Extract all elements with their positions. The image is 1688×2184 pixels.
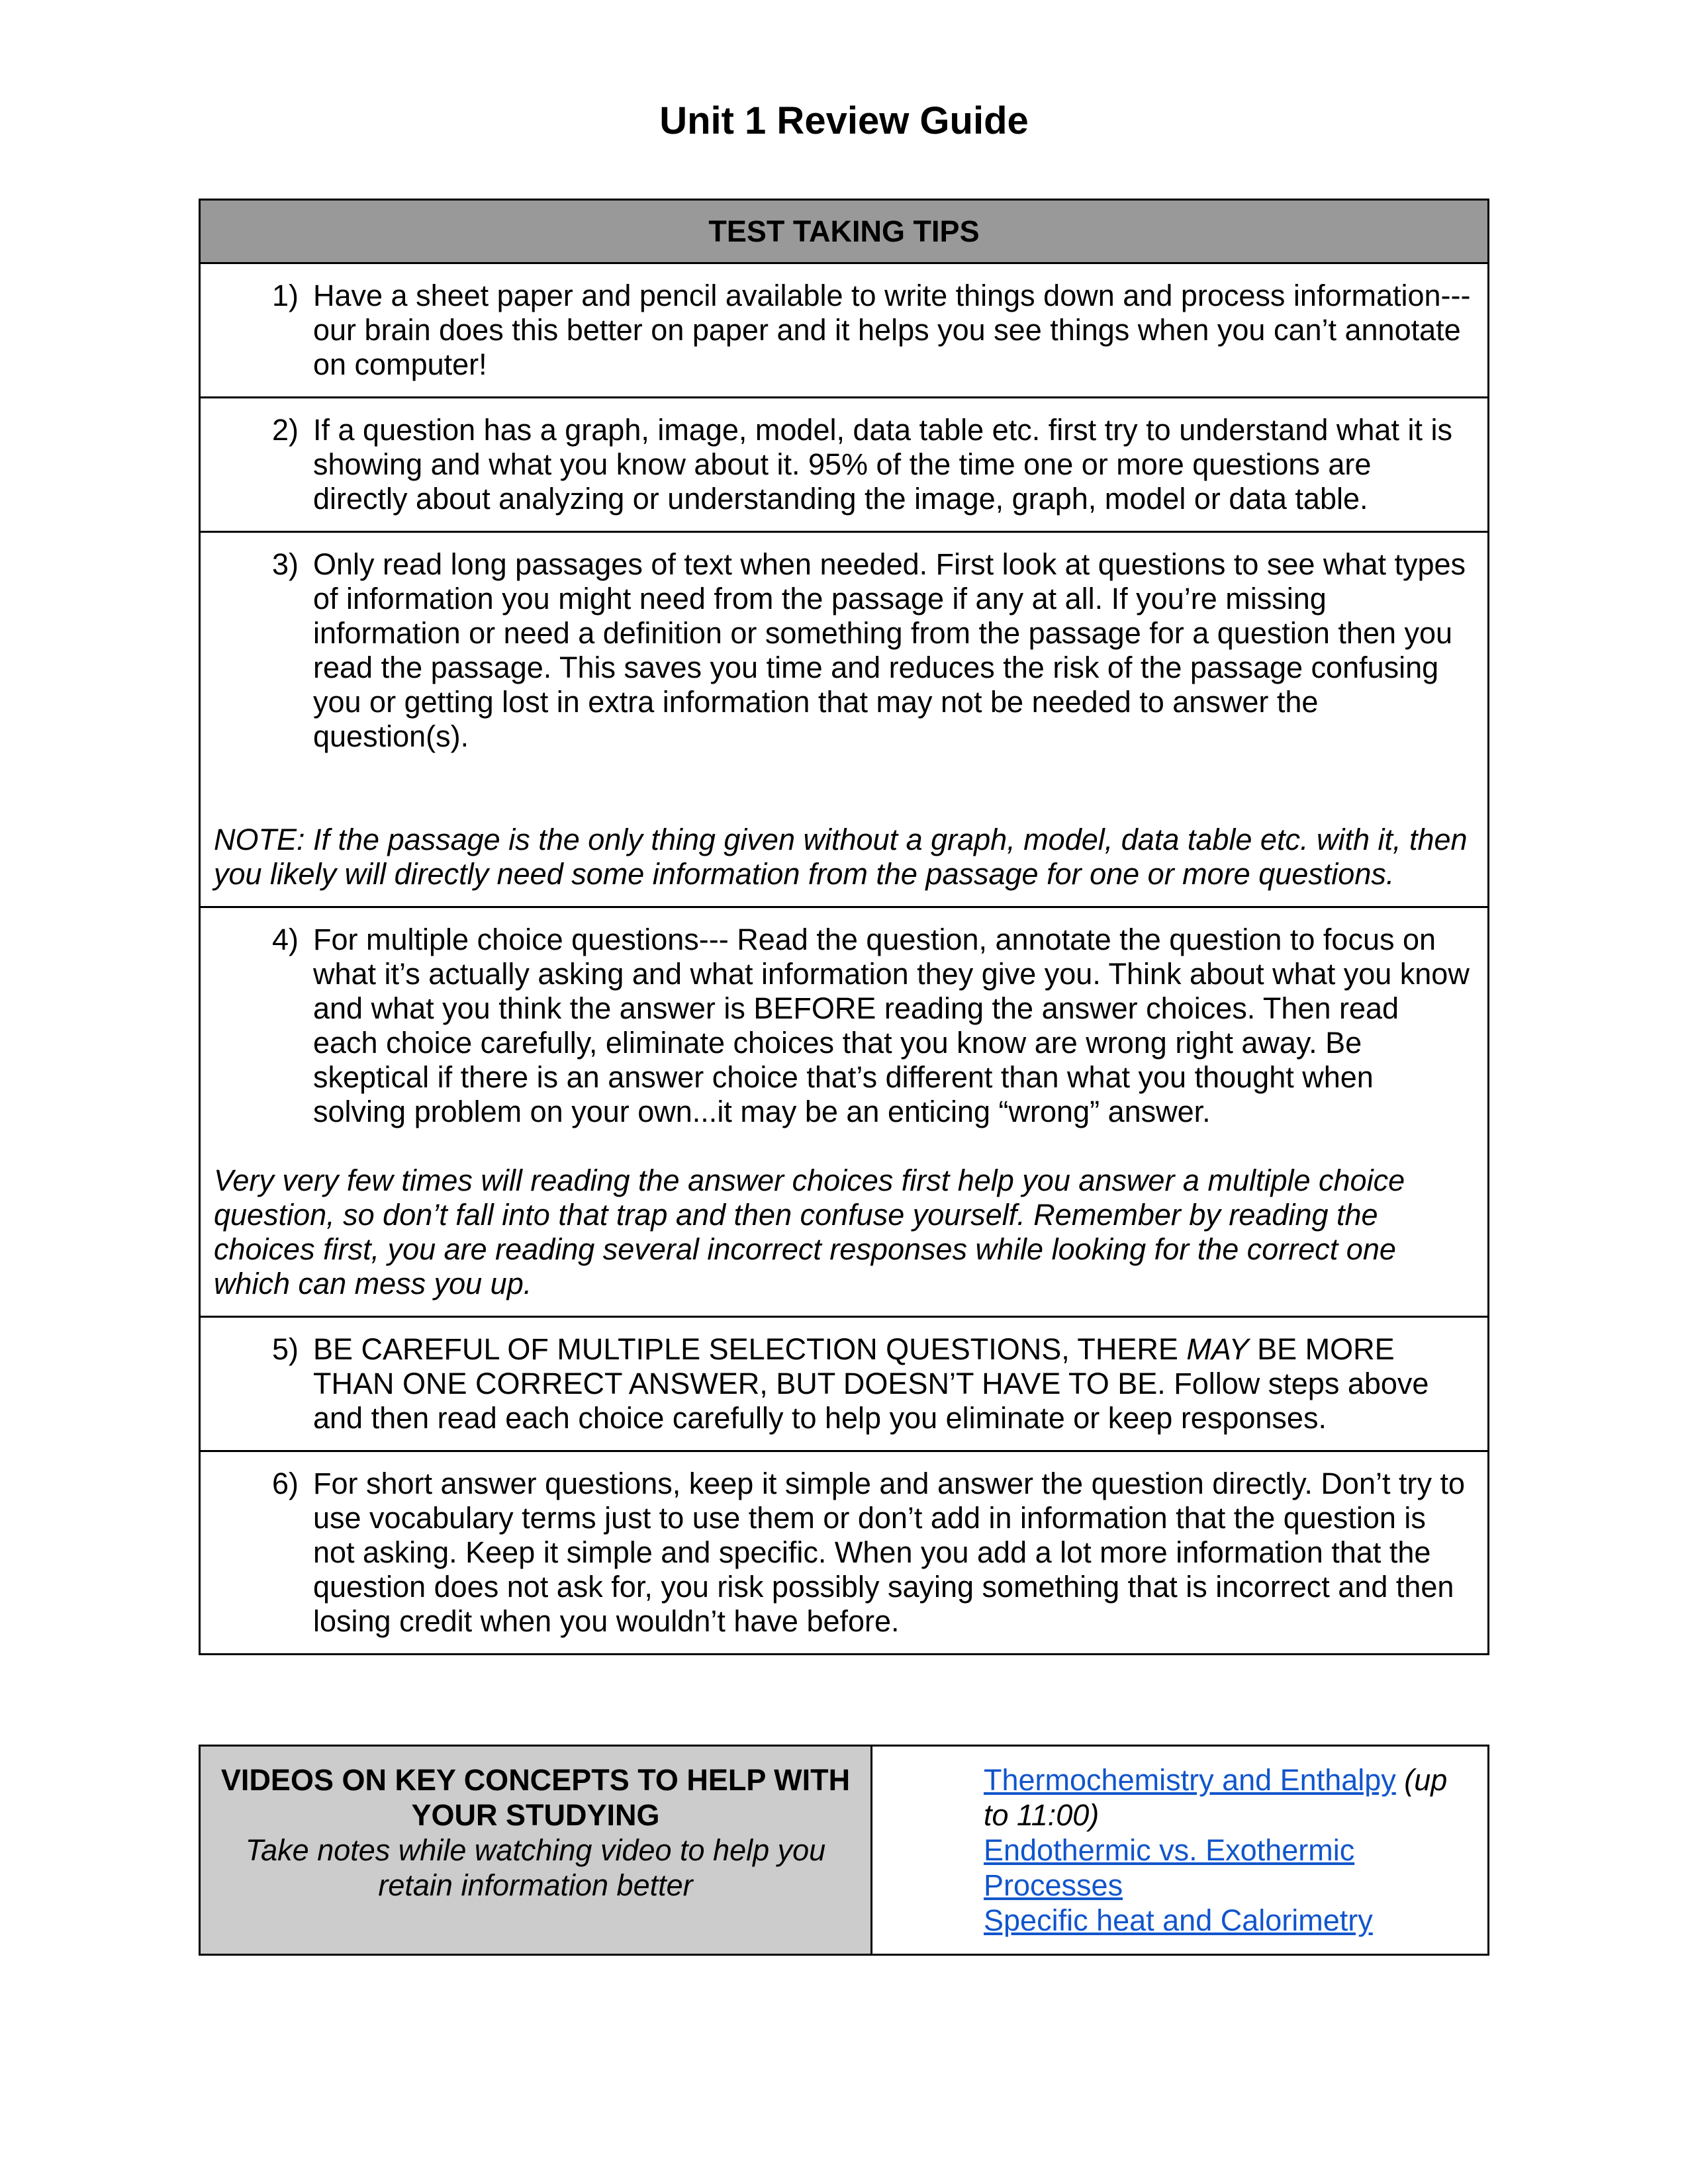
tip-number: 4) bbox=[271, 923, 299, 956]
tip-text: Have a sheet paper and pencil available to write things down and process information--- our brain does this better on paper and it helps you see things when you can’t annotate on computer! bbox=[313, 279, 1471, 381]
video-link-specific-heat[interactable]: Specific heat and Calorimetry bbox=[984, 1903, 1373, 1937]
videos-table bbox=[199, 1745, 1489, 1956]
tip-text bbox=[313, 1332, 1472, 1435]
video-link-endothermic-exothermic[interactable]: Endothermic vs. Exothermic Processes bbox=[984, 1833, 1355, 1902]
tip-row bbox=[200, 1317, 1489, 1451]
videos-subtitle: Take notes while watching video to help you retain information better bbox=[245, 1833, 826, 1902]
tip-note: NOTE: If the passage is the only thing given without a graph, model, data table etc. with it, then you likely will directly need some information from the passage for one or more questions. bbox=[214, 823, 1468, 891]
videos-title: VIDEOS ON KEY CONCEPTS TO HELP WITH YOUR STUDYING bbox=[220, 1763, 851, 1832]
tip-text: For short answer questions, keep it simple and answer the question directly. Don’t try to use vocabulary terms just to use them or don’t add in information that the question is not asking. Keep it simple and specific. When you add a lot more information that the question does not ask for, you risk possibly saying something that is incorrect and then losing credit when you wouldn’t have before. bbox=[313, 1467, 1465, 1638]
tip-text-start: BE CAREFUL OF MULTIPLE SELECTION QUESTIONS, THERE bbox=[313, 1332, 1187, 1366]
tip-row bbox=[200, 398, 1489, 532]
tip-row bbox=[200, 532, 1489, 907]
test-taking-tips-table bbox=[199, 199, 1489, 1655]
tip-row bbox=[200, 1451, 1489, 1655]
videos-header-cell bbox=[200, 1746, 872, 1955]
page-title: Unit 1 Review Guide bbox=[659, 99, 1029, 142]
tip-row bbox=[200, 263, 1489, 398]
tip-text-end: BE MORE THAN ONE CORRECT ANSWER, BUT DOESN’T HAVE TO BE. Follow steps above and then read each choice carefully to help you eliminate or keep responses. bbox=[313, 1332, 1429, 1435]
tip-number: 6) bbox=[271, 1467, 299, 1500]
tip-number: 1) bbox=[271, 279, 299, 312]
tip-number: 2) bbox=[271, 413, 299, 447]
tip-number: 5) bbox=[271, 1332, 299, 1366]
videos-links-cell bbox=[872, 1746, 1489, 1955]
tip-text: If a question has a graph, image, model, data table etc. first try to understand what it is showing and what you know about it. 95% of the time one or more questions are directly about analyzing or understanding the image, graph, model or data table. bbox=[313, 413, 1452, 516]
tip-text: For multiple choice questions--- Read the question, annotate the question to focus on what it’s actually asking and what information they give you. Think about what you know and what you think the answer is BEFORE reading the answer choices. Then read each choice carefully, eliminate choices that you know are wrong right away. Be skeptical if there is an answer choice that’s different than what you thought when solving problem on your own...it may be an enticing “wrong” answer. bbox=[313, 923, 1470, 1128]
video-link-thermochemistry[interactable]: Thermochemistry and Enthalpy bbox=[984, 1763, 1396, 1797]
tip-text: Only read long passages of text when needed. First look at questions to see what types of information you might need from the passage if any at all. If you’re missing information or need a definition or something from the passage for a question then you read the passage. This saves you time and reduces the risk of the passage confusing you or getting lost in extra information that may not be needed to answer the question(s). bbox=[313, 547, 1466, 753]
tip-note: Very very few times will reading the answer choices first help you answer a multiple choice question, so don’t fall into that trap and then confuse yourself. Remember by reading the choices first, you are reading several incorrect responses while looking for the correct one which can mess you up. bbox=[214, 1163, 1405, 1300]
tip-number: 3) bbox=[271, 547, 299, 581]
tip-row bbox=[200, 907, 1489, 1317]
tips-header-row bbox=[200, 200, 1489, 263]
video-duration-note: (up to 11:00) bbox=[984, 1763, 1448, 1832]
tip-text-emphasis: MAY bbox=[1186, 1332, 1249, 1366]
tips-header: TEST TAKING TIPS bbox=[200, 200, 1489, 263]
